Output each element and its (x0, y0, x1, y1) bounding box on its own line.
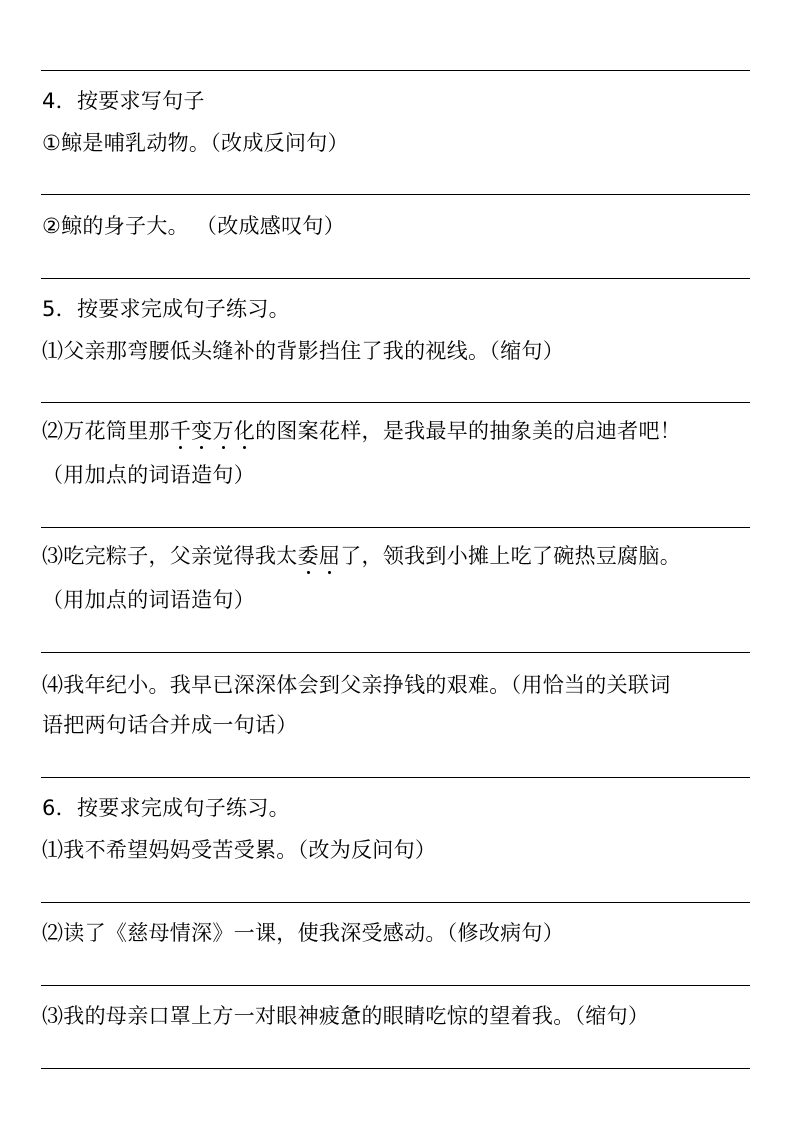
question-6-item-2: ⑵读了《慈母情深》一课，使我深受感动。（修改病句） (42, 921, 564, 945)
item-2-text-after: 的图案花样，是我最早的抽象美的启迪者吧！ (255, 419, 682, 443)
question-4-item-2: ②鲸的身子大。 （改成感叹句） (42, 214, 346, 238)
answer-line (41, 402, 750, 403)
item-3-text-before: ⑶吃完粽子，父亲觉得我太 (42, 544, 298, 568)
question-6-item-3: ⑶我的母亲口罩上方一对眼神疲惫的眼睛吃惊的望着我。（缩句） (42, 1004, 650, 1028)
answer-line (41, 902, 750, 903)
answer-line (41, 777, 750, 778)
question-6-title: 6．按要求完成句子练习。 (42, 796, 290, 820)
question-5-item-2-instruction: （用加点的词语造句） (42, 463, 255, 487)
question-4-title: 4．按要求写句子 (42, 89, 205, 113)
item-2-text-before: ⑵万花筒里那 (42, 419, 170, 443)
dotted-char: 千 (169, 419, 192, 443)
question-5-item-1: ⑴父亲那弯腰低头缝补的背影挡住了我的视线。（缩句） (42, 339, 564, 363)
question-5-title: 5．按要求完成句子练习。 (42, 297, 290, 321)
question-5-item-4-line-1: ⑷我年纪小。我早已深深体会到父亲挣钱的艰难。（用恰当的关联词 (42, 673, 671, 697)
answer-line (41, 527, 750, 528)
answer-line (41, 194, 750, 195)
dotted-char: 委 (297, 544, 319, 568)
dotted-char: 万 (212, 419, 234, 443)
answer-line (41, 278, 750, 279)
question-5-item-2 (42, 418, 681, 444)
dotted-char: 变 (191, 419, 213, 443)
dotted-char: 屈 (318, 544, 341, 568)
answer-line (41, 985, 750, 986)
question-6-item-1: ⑴我不希望妈妈受苦受累。（改为反问句） (42, 838, 437, 862)
divider-line (41, 70, 750, 71)
question-4-item-1: ①鲸是哺乳动物。（改成反问句） (42, 131, 349, 155)
dotted-char: 化 (233, 419, 256, 443)
answer-line (41, 652, 750, 653)
item-3-text-after: 了，领我到小摊上吃了碗热豆腐脑。 (340, 544, 682, 568)
question-5-item-3-instruction: （用加点的词语造句） (42, 588, 255, 612)
answer-line (41, 1068, 750, 1069)
question-5-item-3 (42, 543, 681, 569)
question-5-item-4-line-2: 语把两句话合并成一句话） (42, 713, 298, 737)
